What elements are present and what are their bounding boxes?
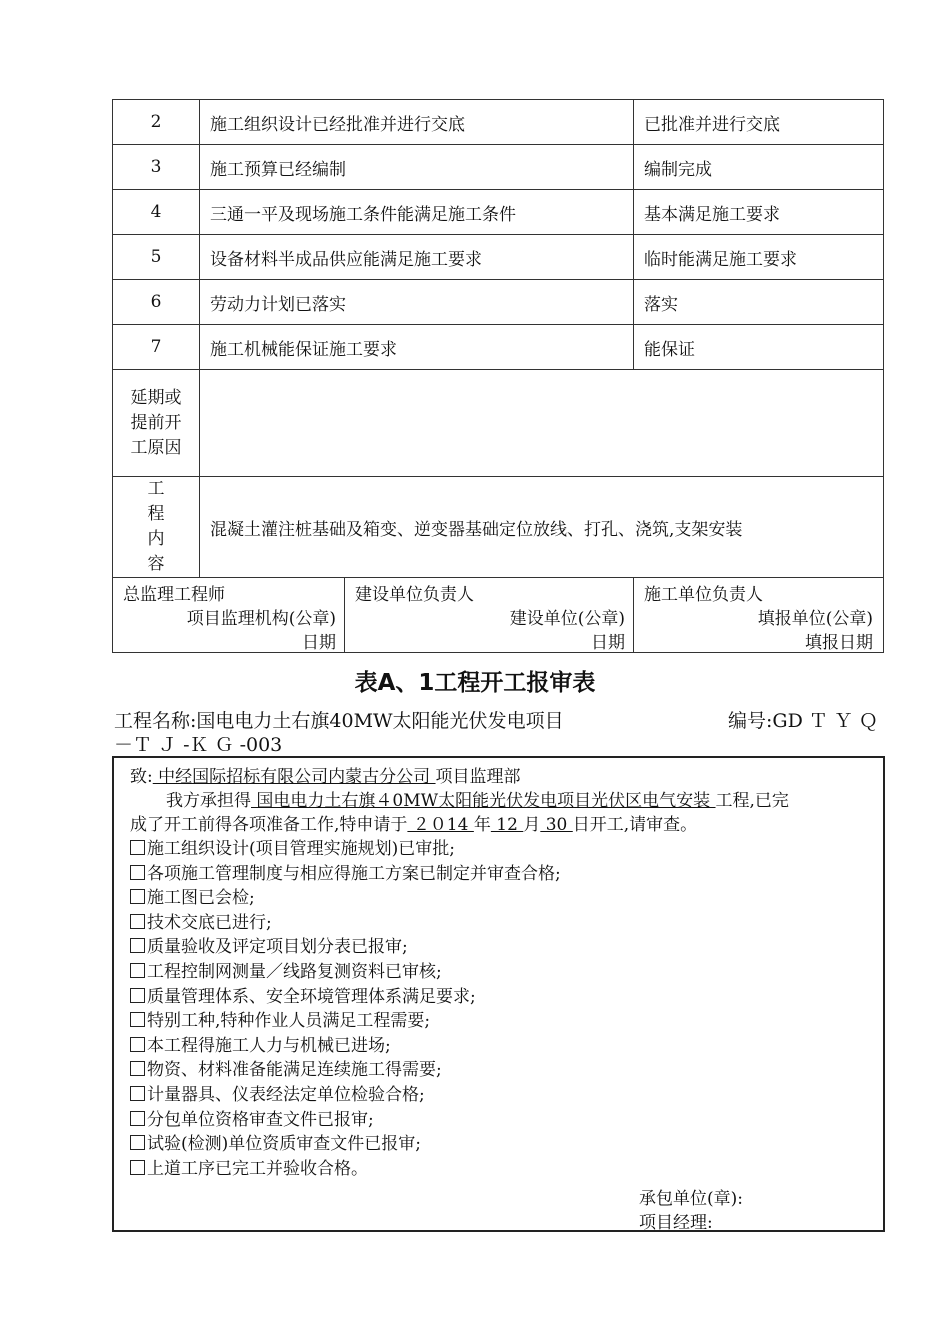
supervisor-signature bbox=[113, 578, 345, 653]
contractor-signature bbox=[634, 578, 884, 653]
contractor-title: 施工单位负责人 bbox=[644, 585, 763, 605]
table-row bbox=[113, 235, 884, 280]
check-item: 施工组织设计已经批准并进行交底 bbox=[200, 100, 634, 145]
table-row bbox=[113, 280, 884, 325]
check-result: 临时能满足施工要求 bbox=[634, 235, 884, 280]
table-row bbox=[113, 325, 884, 370]
check-item: 三通一平及现场施工条件能满足施工条件 bbox=[200, 190, 634, 235]
checklist-item: 本工程得施工人力与机械已进场; bbox=[130, 1031, 391, 1056]
check-result: 落实 bbox=[634, 280, 884, 325]
check-item: 施工预算已经编制 bbox=[200, 145, 634, 190]
contractor-seal: 承包单位(章): bbox=[639, 1189, 743, 1209]
checkbox-icon[interactable] bbox=[130, 1111, 145, 1126]
content-label: 工 程 内 容 bbox=[113, 477, 200, 578]
supervisor-title: 总监理工程师 bbox=[123, 585, 225, 605]
supervisor-org: 项目监理机构(公章) bbox=[186, 609, 336, 629]
delay-row bbox=[113, 370, 884, 477]
addressee-line: 致: 中经国际招标有限公司内蒙古分公司 项目监理部 bbox=[130, 767, 521, 787]
row-number: 2 bbox=[113, 100, 200, 145]
delay-label: 延期或 提前开 工原因 bbox=[113, 370, 200, 477]
check-result: 基本满足施工要求 bbox=[634, 190, 884, 235]
checkbox-icon[interactable] bbox=[130, 1037, 145, 1052]
checklist-item: 特别工种,特种作业人员满足工程需要; bbox=[130, 1006, 430, 1031]
project-scope: 国电电力土右旗４0MW太阳能光伏发电项目光伏区电气安装 bbox=[251, 791, 716, 811]
checkbox-icon[interactable] bbox=[130, 1061, 145, 1076]
checklist-item: 物资、材料准备能满足连续施工得需要; bbox=[130, 1055, 442, 1080]
owner-date: 日期 bbox=[591, 633, 625, 653]
checklist-item: 各项施工管理制度与相应得施工方案已制定并审查合格; bbox=[130, 859, 561, 884]
start-year: ２０14 bbox=[407, 815, 474, 835]
checklist-item: 质量验收及评定项目划分表已报审; bbox=[130, 932, 408, 957]
row-number: 5 bbox=[113, 235, 200, 280]
checklist-item: 工程控制网测量／线路复测资料已审核; bbox=[130, 957, 442, 982]
checkbox-icon[interactable] bbox=[130, 914, 145, 929]
checklist-item: 分包单位资格审查文件已报审; bbox=[130, 1105, 374, 1130]
contractor-org: 填报单位(公章) bbox=[757, 609, 873, 629]
checklist-item: 计量器具、仪表经法定单位检验合格; bbox=[130, 1080, 425, 1105]
checklist-item: 试验(检测)单位资质审查文件已报审; bbox=[130, 1129, 421, 1154]
owner-signature bbox=[345, 578, 634, 653]
signature-row bbox=[113, 578, 884, 653]
check-item: 劳动力计划已落实 bbox=[200, 280, 634, 325]
check-result: 已批准并进行交底 bbox=[634, 100, 884, 145]
checklist-item: 技术交底已进行; bbox=[130, 908, 272, 933]
form-code-continued: －Ｔ Ｊ -Ｋ Ｇ -003 bbox=[114, 734, 283, 756]
checklist-item: 施工图已会检; bbox=[130, 883, 255, 908]
application-box bbox=[112, 756, 885, 1232]
table-row bbox=[113, 100, 884, 145]
row-number: 4 bbox=[113, 190, 200, 235]
row-number: 3 bbox=[113, 145, 200, 190]
checkbox-icon[interactable] bbox=[130, 1160, 145, 1175]
table-row bbox=[113, 145, 884, 190]
content-value: 混凝土灌注桩基础及箱变、逆变器基础定位放线、打孔、浇筑,支架安装 bbox=[200, 477, 884, 578]
project-manager: 项目经理: bbox=[639, 1213, 713, 1233]
row-number: 6 bbox=[113, 280, 200, 325]
checklist-item: 质量管理体系、安全环境管理体系满足要求; bbox=[130, 982, 476, 1007]
addressee-company: 中经国际招标有限公司内蒙古分公司 bbox=[152, 767, 436, 787]
delay-value bbox=[200, 370, 884, 477]
checkbox-icon[interactable] bbox=[130, 938, 145, 953]
form-title: 表A、1工程开工报审表 bbox=[354, 670, 596, 696]
owner-title: 建设单位负责人 bbox=[355, 585, 474, 605]
checklist-item: 施工组织设计(项目管理实施规划)已审批; bbox=[130, 834, 455, 859]
check-item: 设备材料半成品供应能满足施工要求 bbox=[200, 235, 634, 280]
start-day: 30 bbox=[540, 815, 573, 835]
checkbox-icon[interactable] bbox=[130, 865, 145, 880]
checkbox-icon[interactable] bbox=[130, 1086, 145, 1101]
owner-org: 建设单位(公章) bbox=[509, 609, 625, 629]
contractor-date: 填报日期 bbox=[805, 633, 873, 653]
checkbox-icon[interactable] bbox=[130, 889, 145, 904]
paragraph-line-1: 我方承担得 国电电力土右旗４0MW太阳能光伏发电项目光伏区电气安装 工程,已完 bbox=[166, 791, 789, 811]
checkbox-icon[interactable] bbox=[130, 963, 145, 978]
table-row bbox=[113, 190, 884, 235]
check-result: 编制完成 bbox=[634, 145, 884, 190]
content-row bbox=[113, 477, 884, 578]
row-number: 7 bbox=[113, 325, 200, 370]
paragraph-line-2: 成了开工前得各项准备工作,特申请于 ２０14 年 12 月 30 日开工,请审查。 bbox=[130, 815, 698, 835]
checkbox-icon[interactable] bbox=[130, 988, 145, 1003]
form-code: 编号:GD Ｔ Ｙ Ｑ bbox=[728, 710, 878, 732]
check-result: 能保证 bbox=[634, 325, 884, 370]
checkbox-icon[interactable] bbox=[130, 840, 145, 855]
checkbox-icon[interactable] bbox=[130, 1135, 145, 1150]
checkbox-icon[interactable] bbox=[130, 1012, 145, 1027]
checklist-item: 上道工序已完工并验收合格。 bbox=[130, 1154, 368, 1179]
project-name: 工程名称:国电电力土右旗40MW太阳能光伏发电项目 bbox=[114, 710, 564, 732]
supervisor-date: 日期 bbox=[302, 633, 336, 653]
check-item: 施工机械能保证施工要求 bbox=[200, 325, 634, 370]
prestart-check-table bbox=[112, 99, 884, 653]
start-month: 12 bbox=[490, 815, 524, 835]
